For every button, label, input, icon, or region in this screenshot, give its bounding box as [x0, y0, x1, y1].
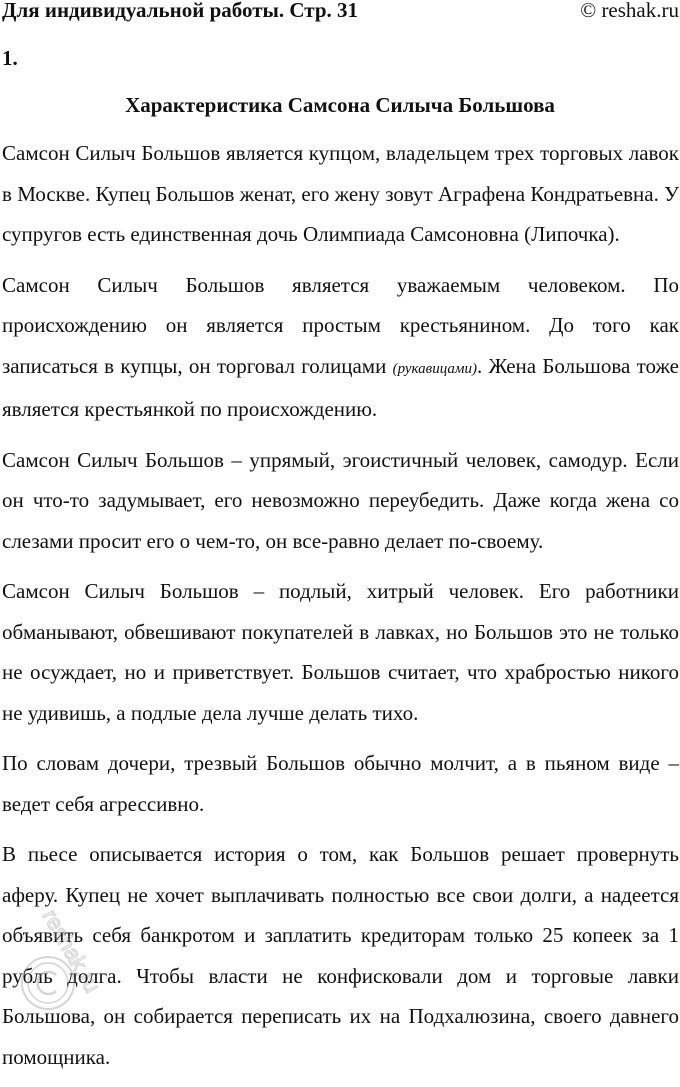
- document-body: [2, 133, 679, 1087]
- paragraph-stubborn: Самсон Силыч Большов – упрямый, эгоистичный человек, самодур. Если он что-то задумывает, его невозможно переубедить. Даже когда жена со слезами просит его о чем-то, он все-равно делает по-своему.: [2, 447, 679, 553]
- paragraph-family: Самсон Силыч Большов является купцом, владельцем трех торговых лавок в Москве. Купец Большов женат, его жену зовут Аграфена Кондратьевна. У супругов есть единственная дочь Олимпиада Самсоновна (Липочка).: [2, 141, 679, 246]
- paragraph-cunning: Самсон Силыч Большов – подлый, хитрый человек. Его работники обманывают, обвешивают покупателей в лавках, но Большов это не только не осуждает, но и приветствует. Большов считает, что храбростью никого не удивишь, а подлые дела лучше делать тихо.: [2, 579, 679, 725]
- paragraph-origin-note: (рукавицами): [392, 360, 477, 377]
- header-title: Для индивидуальной работы. Стр. 31: [2, 0, 359, 22]
- paragraph-origin: [2, 265, 679, 430]
- paragraph-plot: В пьесе описывается история о том, как Большов решает провернуть аферу. Купец не хочет выплачивать полностью все свои долги, а надеется объявить себя банкротом и заплатить кредиторам только 25 копеек за 1 рубль долга. Чтобы власти не конфисковали дом и торговые лавки Большова, он собирается переписать их на Подхалюзина, своего давнего помощника.: [2, 842, 679, 1069]
- paragraph-daughter-words: По словам дочери, трезвый Большов обычно молчит, а в пьяном виде – ведет себя агрессивно.: [2, 751, 679, 816]
- document-title: Характеристика Самсона Силыча Большова: [125, 93, 555, 117]
- task-number: 1.: [2, 46, 18, 70]
- paragraph-origin-text-after: . Жена Большова тоже является крестьянкой по происхождению.: [2, 353, 679, 421]
- paragraph-origin-text-before: Самсон Силыч Большов является уважаемым человеком. По происхождению он является простым крестьянином. До того как записаться в купцы, он торговал голицами: [2, 272, 679, 378]
- svg-text:reshak.ru: reshak.ru: [37, 905, 106, 997]
- copyright-label: © reshak.ru: [580, 0, 679, 22]
- page-header: [0, 0, 680, 26]
